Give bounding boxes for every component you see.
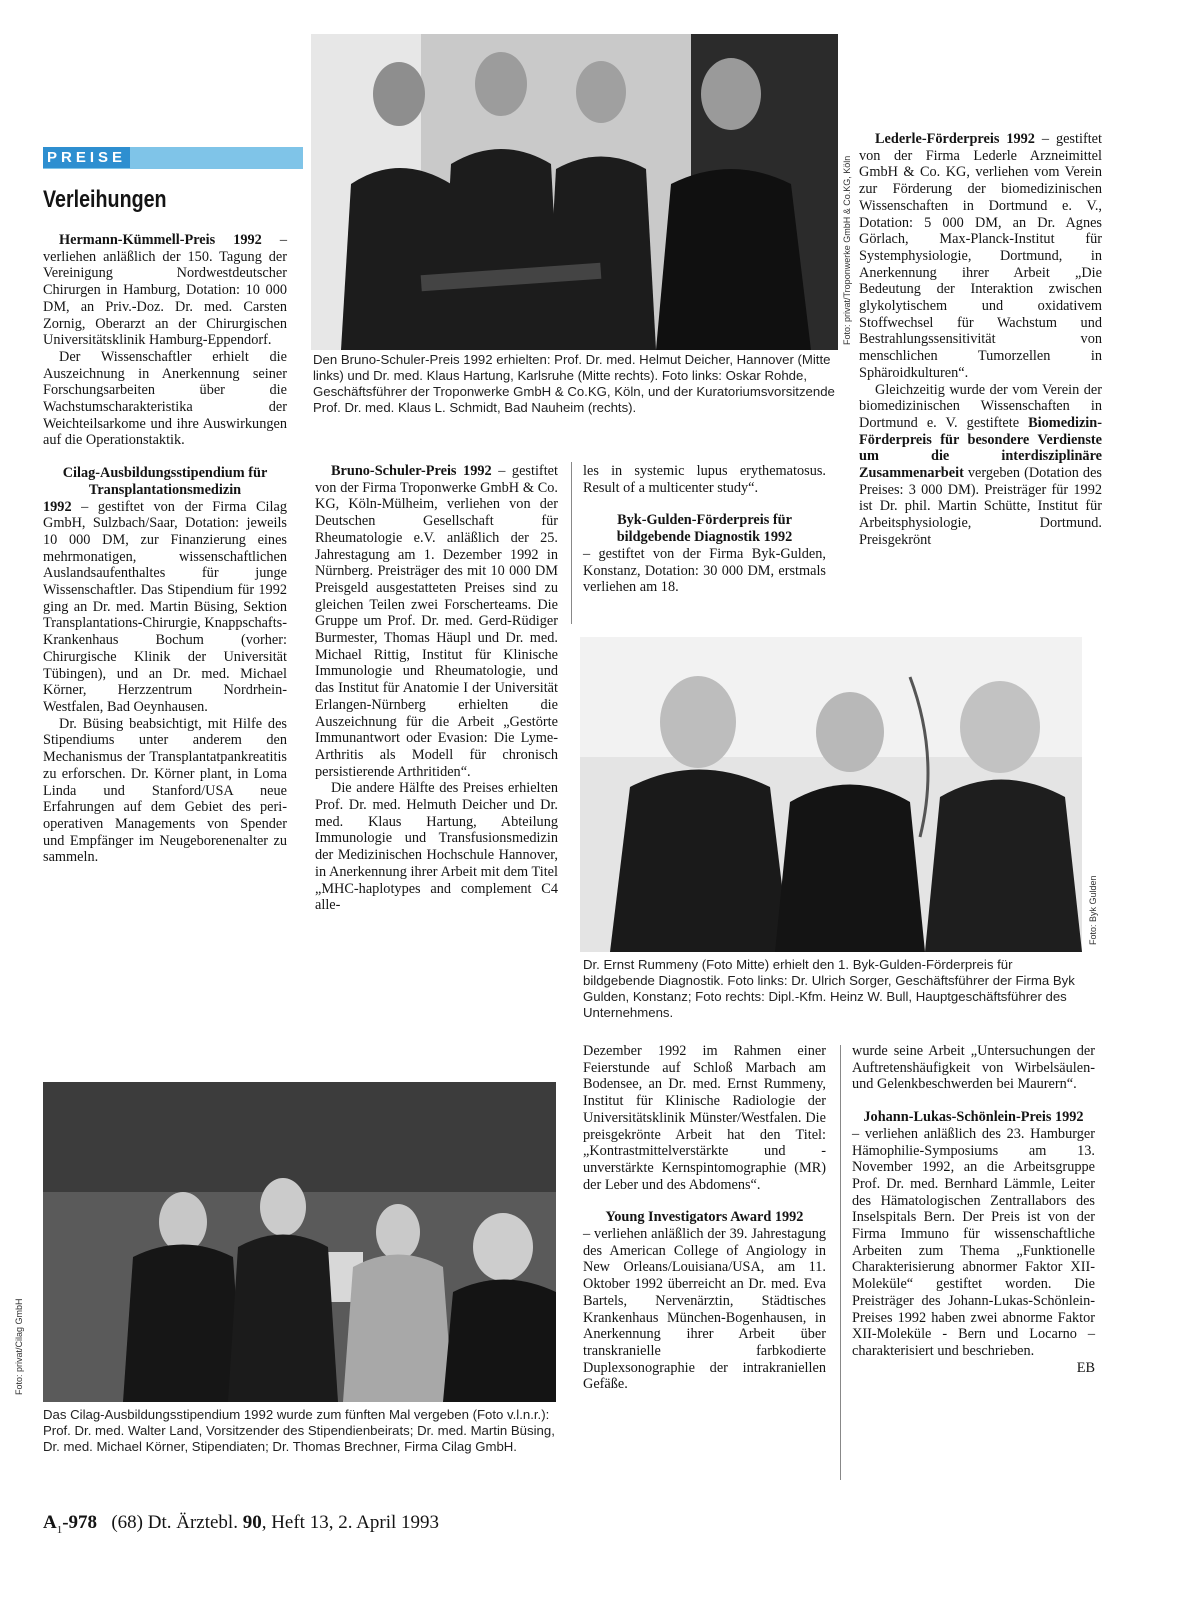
bruno-schuler-heading: Bruno-Schuler-Preis 1992 (331, 463, 492, 479)
column-4-lower (852, 1043, 1095, 1376)
footer-code-sub: 1 (56, 1523, 63, 1536)
cilag-paragraph-2: Dr. Büsing beabsichtigt, mit Hilfe des Stipendiums unter anderem den Mechanismus der Transplantatpankreatitis zu erforschen. Dr. Körner plant, in Loma Linda und Stanford/USA neue Erfahrungen auf dem Gebiet des peri-operativen Managements von Spender und Empfänger im Neugeborenenalter zu sammeln. (43, 715, 287, 866)
cilag-heading-year: 1992 (43, 498, 72, 515)
column-rule (571, 462, 572, 624)
section-label: PREISE (43, 147, 130, 168)
column-rule-lower (840, 1045, 841, 1480)
section-badge (43, 147, 303, 169)
footer-journal: (68) Dt. Ärztebl. (111, 1512, 238, 1533)
photo-credit-cilag: Foto: privat/Cilag GmbH (14, 1298, 24, 1395)
cilag-heading: Cilag-Ausbildungsstipendium für Transplantationsmedizin (62, 465, 268, 498)
photo-cilag-image (43, 1082, 556, 1402)
photo-credit-byk: Foto: Byk Gulden (1088, 875, 1098, 945)
kuemmell-paragraph-2: Der Wissenschaftler erhielt die Auszeichnung in Anerkennung seiner Forschungsarbeiten über die Wachstumscharakteristika der Weichteilsarkome und ihre Auswirkungen auf die Operationstaktik. (43, 348, 287, 449)
byk-gulden-paragraph: Byk-Gulden-Förderpreis für bildgebende Diagnostik 1992 – gestiftet von der Firma Byk-Gulden, Konstanz, Dotation: 30 000 DM, erstmals verliehen am 18. (583, 512, 826, 596)
footer-code: A (43, 1512, 57, 1533)
photo-byk-gulden-image (580, 637, 1082, 952)
biomedizin-heading: Biomedizin-Förderpreis für besondere Verdienste um die interdisziplinäre Zusammenarbeit (859, 414, 1102, 482)
lederle-heading: Lederle-Förderpreis 1992 (875, 131, 1035, 147)
bruno-schuler-paragraph: Bruno-Schuler-Preis 1992 – gestiftet von der Firma Troponwerke GmbH & Co. KG, Köln-Mülheim, verliehen von der Deutschen Gesellschaft für Rheumatologie e.V. anläßlich der 25. Jahrestagung am 1. Dezember 1992 in Nürnberg. Preisträger des mit 10 000 DM Preisgeld ausgestatteten Preises sind zu gleichen Teilen zwei Forscherteams. Die Gruppe um Prof. Dr. med. Gerd-Rüdiger Burmester, Thomas Häupl und Dr. med. Michael Rittig, Institut für Klinische Immunologie und Rheumatologie, und das Institut für Anatomie I der Universität Erlangen-Nürnberg erhielten die Auszeichnung für die Arbeit „Gestörte Immunantwort oder Evasion: Die Lyme-Arthritis als Modell für chronisch persistierende Arthritiden“. (315, 463, 558, 780)
author-sign: EB (1076, 1359, 1095, 1376)
footer-issue: , Heft 13, 2. April 1993 (261, 1512, 440, 1533)
biomedizin-continued: wurde seine Arbeit „Untersuchungen der Auftretenshäufigkeit von Wirbelsäulen- und Gelenkbeschwerden bei Maurern“. (852, 1043, 1095, 1093)
cilag-paragraph: Cilag-Ausbildungsstipendium für Transplantationsmedizin 1992 – gestiftet von der Firma Cilag GmbH, Sulzbach/Saar, Dotation: jeweils 10 000 DM, zur Finanzierung eines mehrmonatigen, wissenschaftlichen Auslandsaufenthaltes für junge Wissenschaftler. Das Stipendium für 1992 ging an Dr. med. Martin Büsing, Sektion Transplantations-Chirurgie, Knappschafts-Krankenhaus Bochum (vorher: Chirurgische Klinik der Universität Tübingen), und an Dr. med. Michael Körner, Herzzentrum Nordrhein-Westfalen, Bad Oeynhausen. (43, 465, 287, 715)
byk-gulden-continued: Dezember 1992 im Rahmen einer Feierstunde auf Schloß Marbach am Bodensee, an Dr. med. Ernst Rummeny, Institut für Klinische Radiologie der Universitätsklinik Münster/Westfalen. Die preisgekrönte Arbeit hat den Titel: „Kontrastmittelverstärkte und -unverstärkte Kernspintomographie (MR) der Leber und des Abdomens“. (583, 1043, 826, 1193)
photo-credit-troponwerke: Foto: privat/Troponwerke GmbH & Co.KG, Köln (842, 155, 852, 345)
column-3-lower (583, 1043, 826, 1393)
photo-bruno-schuler-image (311, 34, 838, 350)
schoenlein-heading: Johann-Lukas-Schönlein-Preis 1992 (863, 1109, 1084, 1126)
caption-cilag: Das Cilag-Ausbildungsstipendium 1992 wurde zum fünften Mal vergeben (Foto v.l.n.r.): Prof. Dr. med. Walter Land, Vorsitzender des Stipendienbeirats; Dr. med. Martin Büsing, Dr. med. Michael Körner, Stipendiaten; Dr. Thomas Brechner, Firma Cilag GmbH. (43, 1407, 555, 1454)
bruno-schuler-continued: les in systemic lupus erythematosus. Result of a multicenter study“. (583, 463, 826, 496)
column-3-upper (583, 463, 826, 596)
kuemmell-heading: Hermann-Kümmell-Preis 1992 (59, 232, 262, 248)
footer-code-num: -978 (62, 1512, 98, 1533)
footer-volume: 90 (242, 1512, 262, 1533)
byk-gulden-heading: Byk-Gulden-Förderpreis für bildgebende Diagnostik 1992 (616, 512, 793, 546)
young-investigators-heading: Young Investigators Award 1992 (605, 1209, 804, 1226)
page-footer (43, 1512, 439, 1536)
young-investigators-paragraph: Young Investigators Award 1992 – verliehen anläßlich der 39. Jahrestagung des American College of Angiology in New Orleans/Louisiana/USA, am 11. Oktober 1992 überreicht an Dr. med. Eva Bartels, Nervenärztin, Städtisches Krankenhaus München-Bogenhausen, in Anerkennung ihrer Arbeit über transkranielle farbkodierte Duplexsonographie der intrakraniellen Gefäße. (583, 1209, 826, 1393)
lederle-paragraph: Lederle-Förderpreis 1992 – gestiftet von der Firma Lederle Arzneimittel GmbH & Co. KG, verliehen vom Verein zur Förderung der biomedizinischen Wissenschaften in Dortmund e. V., Dotation: 5 000 DM, an Dr. Agnes Görlach, Max-Planck-Institut für Systemphysiologie, Dortmund, in Anerkennung ihrer Arbeit „Die Bedeutung der Interaktion zwischen glykolytischem und oxidativem Stoffwechsel für Wachstum und Bestrahlungssensitivität von menschlichen Tumorzellen in Sphäroidkulturen“. (859, 131, 1102, 381)
caption-byk-gulden: Dr. Ernst Rummeny (Foto Mitte) erhielt den 1. Byk-Gulden-Förderpreis für bildgebende Diagnostik. Foto links: Dr. Ulrich Sorger, Geschäftsführer der Firma Byk Gulden, Konstanz; Foto rechts: Dipl.-Kfm. Heinz W. Bull, Hauptgeschäftsführer des Unternehmens. (583, 957, 1075, 1020)
photo-cilag (43, 1082, 556, 1402)
photo-byk-gulden (580, 637, 1082, 952)
bruno-schuler-paragraph-2: Die andere Hälfte des Preises erhielten Prof. Dr. med. Helmuth Deicher und Dr. med. Klaus Hartung, Abteilung Immunologie und Transfusionsmedizin der Medizinischen Hochschule Hannover, in Anerkennung ihrer Arbeit mit dem Titel „MHC-haplotypes and complement C4 alle- (315, 780, 558, 914)
caption-bruno-schuler: Den Bruno-Schuler-Preis 1992 erhielten: Prof. Dr. med. Helmut Deicher, Hannover (Mitte links) und Dr. med. Klaus Hartung, Karlsruhe (Mitte rechts). Foto links: Oskar Rohde, Geschäftsführer der Troponwerke GmbH & Co.KG, Köln, und der Kuratoriumsvorsitzende Prof. Dr. med. Klaus L. Schmidt, Bad Nauheim (rechts). (313, 352, 835, 415)
column-4-upper (859, 131, 1102, 549)
kuemmell-paragraph: Hermann-Kümmell-Preis 1992 – verliehen anläßlich der 150. Tagung der Vereinigung Nordwestdeutscher Chirurgen in Hamburg, Dotation: 10 000 DM, an Priv.-Doz. Dr. med. Carsten Zornig, Oberarzt an der Chirurgischen Universitätsklinik Hamburg-Eppendorf. (43, 232, 287, 349)
column-1 (43, 232, 287, 866)
page-title: Verleihungen (43, 186, 167, 213)
column-2 (315, 463, 558, 914)
biomedizin-paragraph: Gleichzeitig wurde der vom Verein der biomedizinischen Wissenschaften in Dortmund e. V. gestiftete Biomedizin-Förderpreis für besondere Verdienste um die interdisziplinäre Zusammenarbeit vergeben (Dotation des Preises: 3 000 DM). Preisträger für 1992 ist Dr. phil. Martin Schütte, Institut für Arbeitsphysiologie, Dortmund. Preisgekrönt (859, 381, 1102, 548)
photo-bruno-schuler (311, 34, 838, 350)
schoenlein-paragraph: Johann-Lukas-Schönlein-Preis 1992 – verliehen anläßlich des 23. Hamburger Hämophilie-Symposiums am 13. November 1992, an die Arbeitsgruppe Prof. Dr. med. Bernhard Lämmle, Leiter des Hämatologischen Zentrallabors des Inselspitals Bern. Der Preis ist von der Firma Immuno für wissenschaftliche Arbeiten zum Thema „Funktionelle Charakterisierung abnormer Faktor XII-Moleküle“ gestiftet worden. Die Preisträger des Johann-Lukas-Schönlein-Preises 1992 haben zwei abnorme Faktor XII-Moleküle - Bern und Locarno – charakterisiert und beschrieben. (852, 1109, 1095, 1359)
